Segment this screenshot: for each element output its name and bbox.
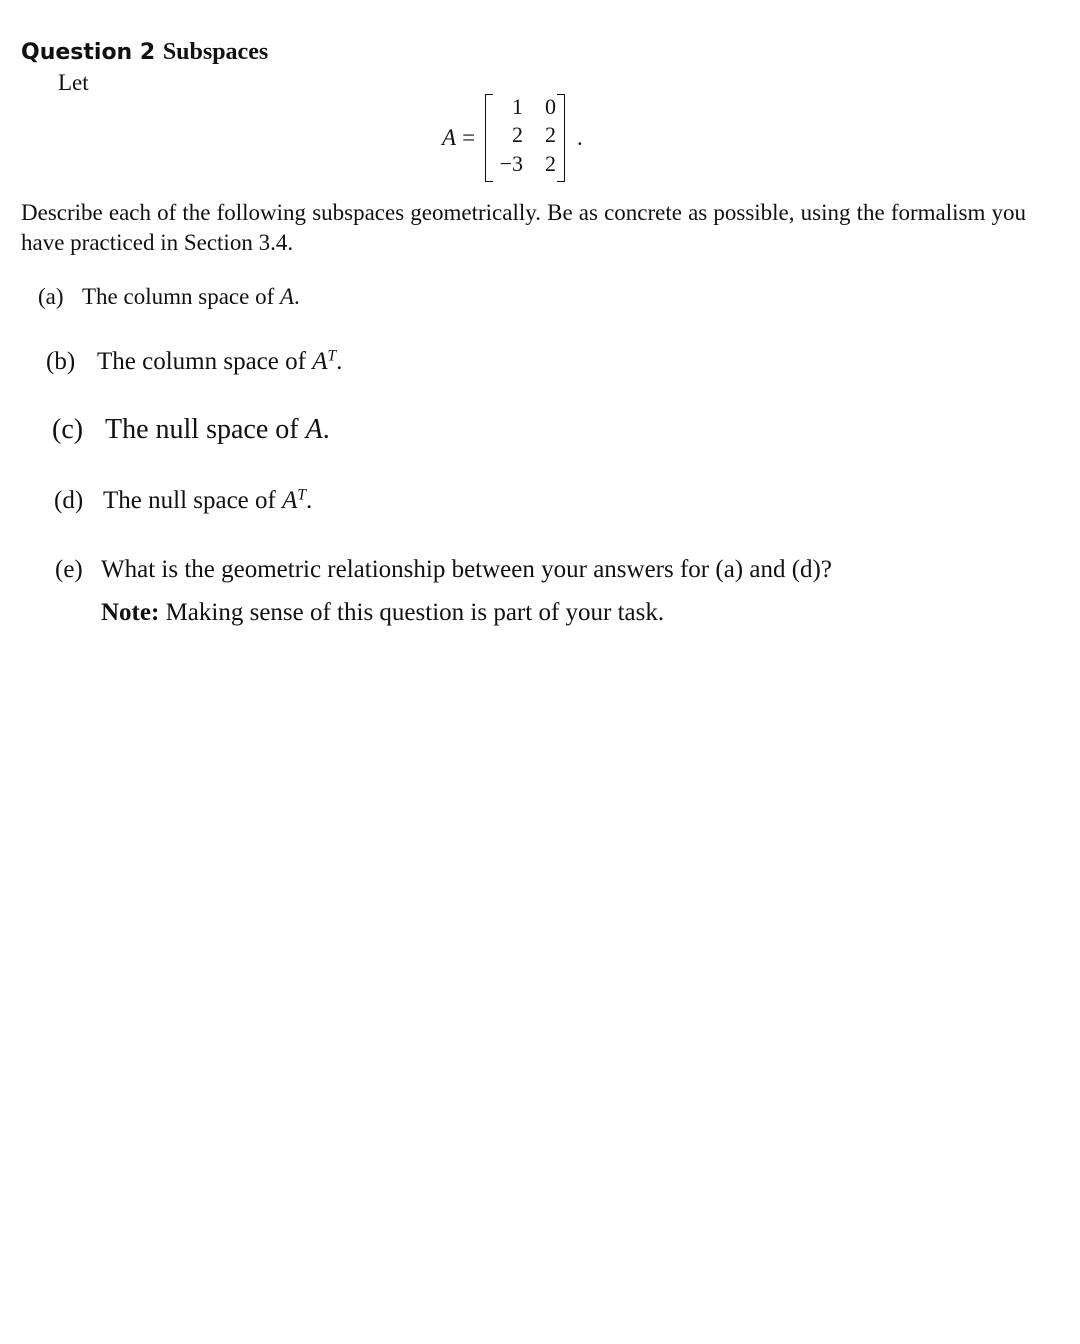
intro-text: Let: [58, 70, 89, 95]
part-label: (e): [55, 556, 83, 583]
part-var: A: [279, 284, 295, 309]
part-d: [54, 487, 312, 515]
matrix-name: A: [442, 125, 457, 150]
matrix-terminator: .: [577, 125, 583, 150]
note-label: Note:: [101, 599, 160, 626]
matrix-cell: 1: [512, 94, 524, 119]
part-label: (d): [54, 487, 84, 514]
part-end: .: [336, 348, 343, 375]
matrix-cell: 2: [545, 151, 557, 176]
matrix-cell: −3: [499, 151, 524, 176]
part-end: .: [322, 414, 330, 445]
part-label: (a): [38, 284, 64, 309]
part-text: The null space of: [103, 487, 276, 514]
matrix-right-bracket: [557, 94, 565, 182]
part-label: (b): [46, 348, 76, 375]
transpose-superscript: T: [297, 486, 307, 504]
part-a: [38, 284, 300, 310]
part-end: .: [306, 487, 313, 514]
part-end: .: [294, 284, 300, 309]
matrix-a: [485, 94, 565, 182]
part-e: [55, 556, 832, 584]
matrix-cell: 0: [545, 94, 557, 119]
note-text: Making sense of this question is part of your task.: [165, 599, 665, 626]
note: [101, 599, 664, 627]
part-text: The column space of: [97, 348, 306, 375]
question-number: Question 2: [21, 40, 156, 65]
matrix-cell: 2: [512, 122, 524, 147]
question-heading: [21, 37, 268, 66]
part-b: [46, 348, 342, 376]
part-label: (c): [52, 414, 84, 445]
question-title: Subspaces: [162, 39, 269, 65]
part-var: A: [282, 487, 298, 514]
transpose-superscript: T: [327, 347, 337, 365]
question-description: Describe each of the following subspaces geometrically. Be as concrete as possible, using the formalism you have practiced in Section 3.4.: [21, 200, 1026, 255]
part-var: A: [312, 348, 328, 375]
matrix-cell: 2: [545, 122, 557, 147]
matrix-equation: [442, 94, 583, 182]
equals-sign: =: [462, 125, 476, 150]
part-c: [52, 414, 330, 446]
part-text: The null space of: [105, 414, 299, 445]
part-text: The column space of: [82, 284, 275, 309]
part-text: What is the geometric relationship between your answers for (a) and (d)?: [101, 556, 832, 583]
part-var: A: [305, 414, 323, 445]
matrix-left-bracket: [485, 94, 493, 182]
